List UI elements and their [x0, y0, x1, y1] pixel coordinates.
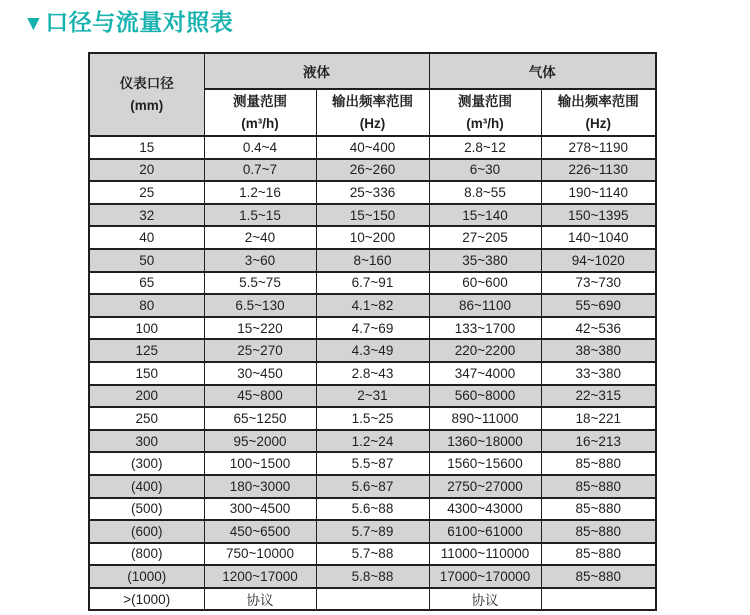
table-row: [89, 475, 656, 498]
cell-liquid-freq: 25~336: [316, 181, 429, 204]
cell-liquid-freq: 2.8~43: [316, 362, 429, 385]
cell-size: (800): [89, 543, 204, 566]
cell-gas-freq: 18~221: [541, 407, 656, 430]
table-row: [89, 362, 656, 385]
cell-gas-freq: 140~1040: [541, 226, 656, 249]
cell-gas-freq: 150~1395: [541, 204, 656, 227]
cell-gas-freq: 42~536: [541, 317, 656, 340]
cell-liquid-freq: 4.7~69: [316, 317, 429, 340]
cell-liquid-range: 300~4500: [204, 498, 316, 521]
cell-liquid-freq: 26~260: [316, 159, 429, 182]
cell-gas-range: 11000~110000: [429, 543, 541, 566]
cell-gas-freq: 190~1140: [541, 181, 656, 204]
cell-gas-freq: 85~880: [541, 543, 656, 566]
flow-comparison-table: [88, 52, 657, 611]
table-row: [89, 159, 656, 182]
cell-gas-freq: 38~380: [541, 339, 656, 362]
header-size: [89, 53, 204, 136]
cell-liquid-freq: 5.7~88: [316, 543, 429, 566]
cell-liquid-range: 750~10000: [204, 543, 316, 566]
table-row: [89, 136, 656, 159]
header-liquid-freq: [316, 89, 429, 136]
cell-liquid-range: 450~6500: [204, 520, 316, 543]
cell-size: 25: [89, 181, 204, 204]
header-gas-range-unit: (m³/h): [466, 115, 504, 131]
cell-liquid-freq: 1.5~25: [316, 407, 429, 430]
table-row: [89, 272, 656, 295]
cell-gas-freq: 85~880: [541, 452, 656, 475]
header-liquid-freq-unit: (Hz): [359, 115, 386, 131]
cell-liquid-range: 0.4~4: [204, 136, 316, 159]
cell-size: 32: [89, 204, 204, 227]
table-row: [89, 249, 656, 272]
header-size-title: 仪表口径: [119, 75, 174, 91]
cell-liquid-freq: 4.3~49: [316, 339, 429, 362]
table-row: [89, 294, 656, 317]
cell-gas-freq: 94~1020: [541, 249, 656, 272]
cell-liquid-range: 6.5~130: [204, 294, 316, 317]
cell-size: 300: [89, 430, 204, 453]
table-row: [89, 407, 656, 430]
cell-gas-range: 35~380: [429, 249, 541, 272]
cell-gas-range: 133~1700: [429, 317, 541, 340]
cell-gas-freq: 226~1130: [541, 159, 656, 182]
cell-size: 250: [89, 407, 204, 430]
cell-liquid-freq: 5.5~87: [316, 452, 429, 475]
table-header: [89, 53, 656, 136]
table-row: [89, 317, 656, 340]
cell-liquid-freq: 40~400: [316, 136, 429, 159]
header-liquid-range: [204, 89, 316, 136]
cell-liquid-range: 5.5~75: [204, 272, 316, 295]
header-gas-freq-unit: (Hz): [585, 115, 611, 131]
cell-liquid-freq: 8~160: [316, 249, 429, 272]
cell-gas-freq: 85~880: [541, 498, 656, 521]
cell-gas-range: 560~8000: [429, 385, 541, 408]
cell-liquid-range: 15~220: [204, 317, 316, 340]
cell-liquid-range: 25~270: [204, 339, 316, 362]
cell-size: 200: [89, 385, 204, 408]
cell-liquid-range: 3~60: [204, 249, 316, 272]
cell-gas-range: 27~205: [429, 226, 541, 249]
cell-size: 65: [89, 272, 204, 295]
cell-size: 150: [89, 362, 204, 385]
cell-gas-freq: 33~380: [541, 362, 656, 385]
cell-liquid-freq: 6.7~91: [316, 272, 429, 295]
header-liquid-freq-title: 输出频率范围: [332, 93, 413, 109]
cell-gas-freq: [541, 588, 656, 611]
cell-liquid-freq: 4.1~82: [316, 294, 429, 317]
table-row: [89, 430, 656, 453]
cell-liquid-range: 65~1250: [204, 407, 316, 430]
table-header-group-row: [89, 53, 656, 89]
header-gas-freq: [541, 89, 656, 136]
cell-liquid-range: 0.7~7: [204, 159, 316, 182]
cell-gas-freq: 85~880: [541, 565, 656, 588]
cell-gas-range: 6~30: [429, 159, 541, 182]
table-row: [89, 385, 656, 408]
cell-liquid-range: 1.5~15: [204, 204, 316, 227]
table-row: [89, 226, 656, 249]
triangle-marker-icon: ▼: [23, 12, 45, 35]
table-row: [89, 520, 656, 543]
cell-gas-range: 6100~61000: [429, 520, 541, 543]
cell-gas-range: 2750~27000: [429, 475, 541, 498]
cell-gas-range: 347~4000: [429, 362, 541, 385]
table-row: [89, 204, 656, 227]
cell-gas-freq: 85~880: [541, 520, 656, 543]
header-liquid-group: 液体: [204, 53, 429, 89]
cell-gas-range: 15~140: [429, 204, 541, 227]
cell-liquid-range: 95~2000: [204, 430, 316, 453]
cell-liquid-freq: 10~200: [316, 226, 429, 249]
cell-size: 100: [89, 317, 204, 340]
cell-size: 125: [89, 339, 204, 362]
cell-gas-range: 890~11000: [429, 407, 541, 430]
cell-liquid-range: 协议: [204, 588, 316, 611]
cell-size: 80: [89, 294, 204, 317]
cell-gas-range: 8.8~55: [429, 181, 541, 204]
cell-size: (1000): [89, 565, 204, 588]
cell-liquid-freq: 5.7~89: [316, 520, 429, 543]
cell-size: 15: [89, 136, 204, 159]
cell-gas-range: 2.8~12: [429, 136, 541, 159]
cell-gas-freq: 55~690: [541, 294, 656, 317]
table-row: [89, 452, 656, 475]
cell-liquid-freq: 5.6~88: [316, 498, 429, 521]
table-row: [89, 498, 656, 521]
cell-gas-range: 60~600: [429, 272, 541, 295]
header-gas-group: 气体: [429, 53, 656, 89]
cell-liquid-freq: 5.6~87: [316, 475, 429, 498]
cell-size: (500): [89, 498, 204, 521]
table-row: [89, 339, 656, 362]
table-row: [89, 565, 656, 588]
cell-size: >(1000): [89, 588, 204, 611]
cell-gas-range: 86~1100: [429, 294, 541, 317]
cell-gas-freq: 16~213: [541, 430, 656, 453]
cell-size: 20: [89, 159, 204, 182]
cell-liquid-range: 180~3000: [204, 475, 316, 498]
header-size-unit: (mm): [130, 97, 164, 113]
cell-gas-range: 1360~18000: [429, 430, 541, 453]
cell-gas-freq: 22~315: [541, 385, 656, 408]
cell-liquid-freq: 2~31: [316, 385, 429, 408]
cell-gas-range: 220~2200: [429, 339, 541, 362]
table-body: [89, 136, 656, 610]
cell-gas-freq: 278~1190: [541, 136, 656, 159]
cell-liquid-range: 1.2~16: [204, 181, 316, 204]
cell-liquid-range: 45~800: [204, 385, 316, 408]
cell-liquid-range: 2~40: [204, 226, 316, 249]
cell-gas-range: 17000~170000: [429, 565, 541, 588]
cell-size: 40: [89, 226, 204, 249]
cell-liquid-range: 30~450: [204, 362, 316, 385]
cell-gas-range: 协议: [429, 588, 541, 611]
table-row: [89, 181, 656, 204]
cell-gas-freq: 85~880: [541, 475, 656, 498]
cell-gas-range: 1560~15600: [429, 452, 541, 475]
header-liquid-range-unit: (m³/h): [241, 115, 279, 131]
cell-liquid-range: 1200~17000: [204, 565, 316, 588]
cell-size: 50: [89, 249, 204, 272]
header-gas-range: [429, 89, 541, 136]
table-row: [89, 588, 656, 611]
header-liquid-range-title: 测量范围: [233, 93, 287, 109]
cell-size: (400): [89, 475, 204, 498]
cell-gas-range: 4300~43000: [429, 498, 541, 521]
cell-size: (600): [89, 520, 204, 543]
header-gas-range-title: 测量范围: [458, 93, 512, 109]
cell-liquid-freq: 5.8~88: [316, 565, 429, 588]
cell-liquid-freq: 1.2~24: [316, 430, 429, 453]
page-title: [23, 4, 233, 37]
cell-size: (300): [89, 452, 204, 475]
cell-gas-freq: 73~730: [541, 272, 656, 295]
cell-liquid-range: 100~1500: [204, 452, 316, 475]
page-title-text: 口径与流量对照表: [45, 9, 234, 35]
table-row: [89, 543, 656, 566]
cell-liquid-freq: 15~150: [316, 204, 429, 227]
cell-liquid-freq: [316, 588, 429, 611]
header-gas-freq-title: 输出频率范围: [557, 93, 639, 109]
